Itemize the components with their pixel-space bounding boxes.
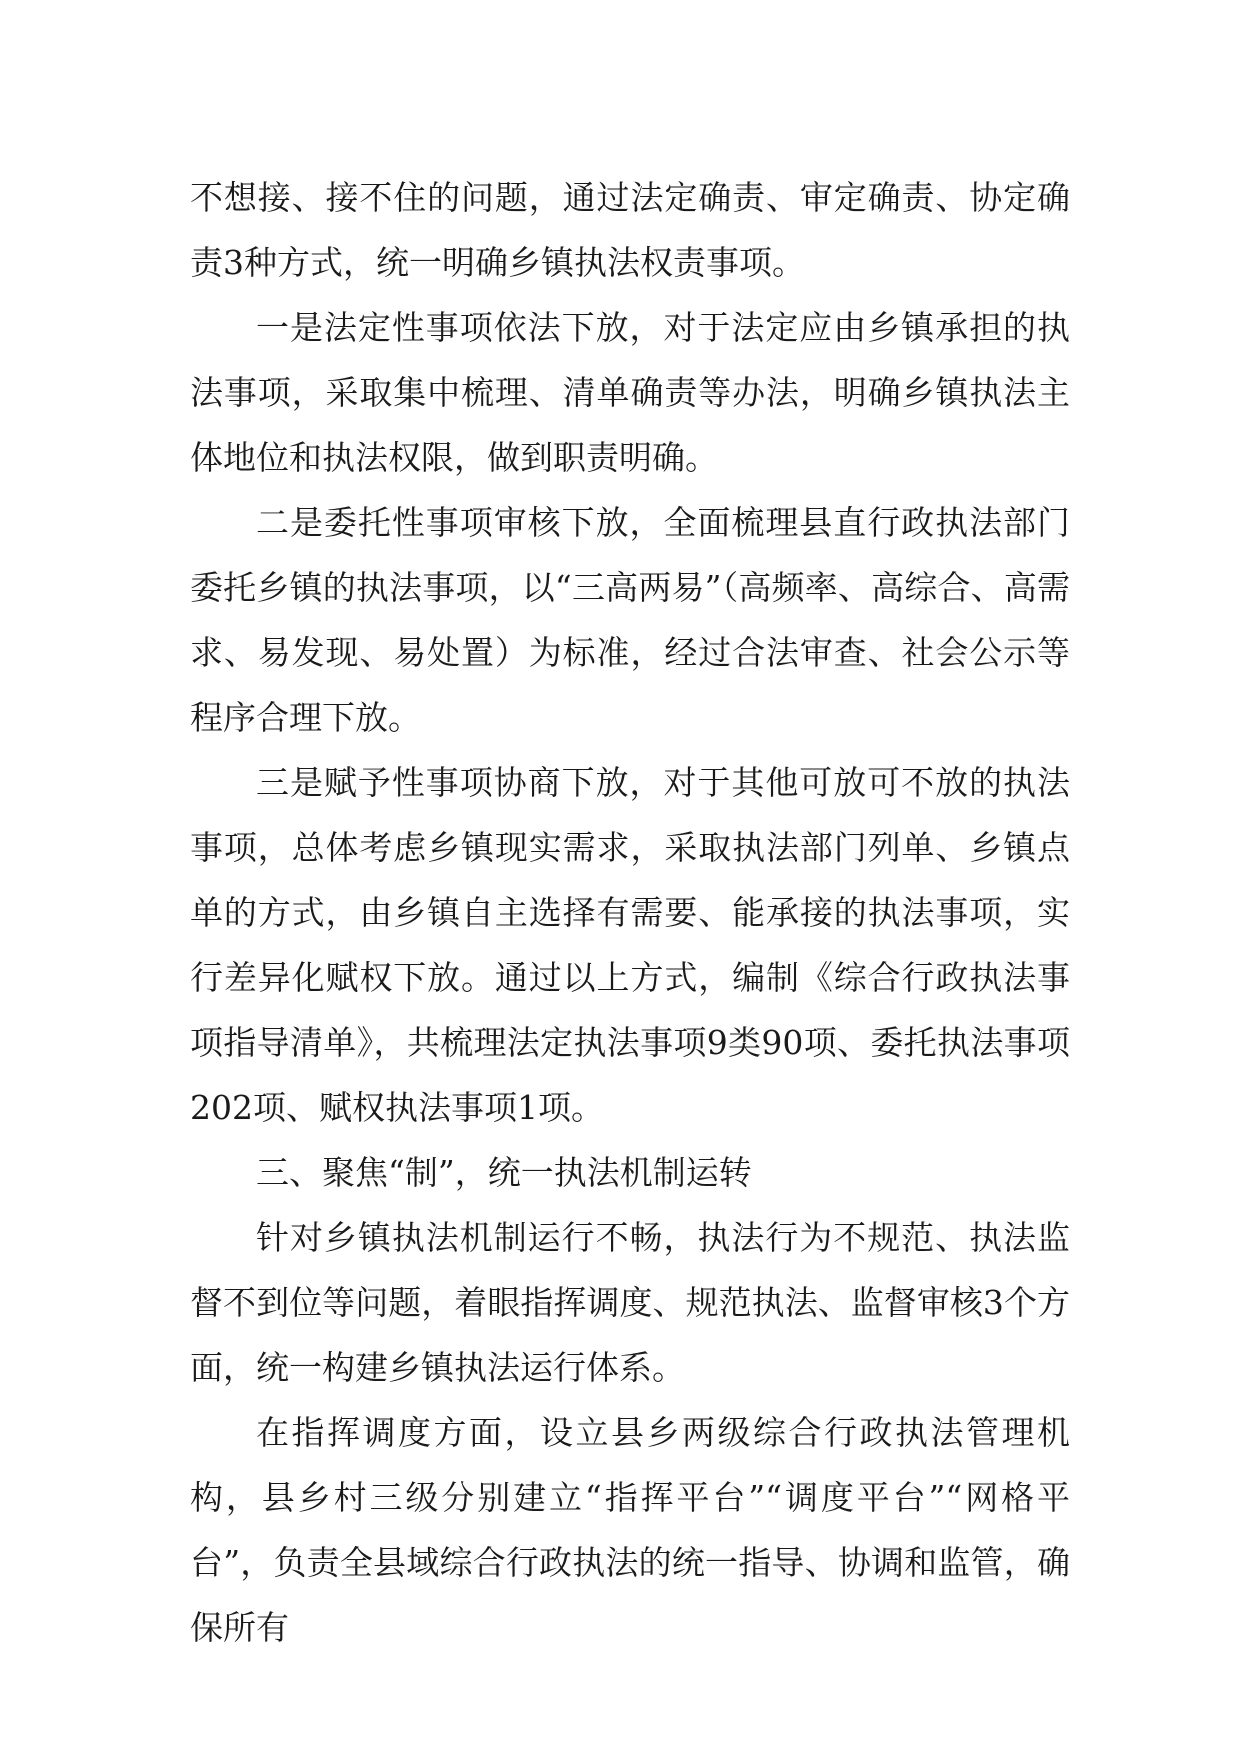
paragraph-3: 二是委托性事项审核下放，全面梳理县直行政执法部门委托乡镇的执法事项，以“三高两易”（高频率、高综合、高需求、易发现、易处置）为标准，经过合法审查、社会公示等程序合理下放。 bbox=[190, 503, 1070, 737]
section-heading: 三、聚焦“制”，统一执法机制运转 bbox=[256, 1153, 752, 1192]
document-body bbox=[190, 165, 1070, 1660]
paragraph-5: 针对乡镇执法机制运行不畅，执法行为不规范、执法监督不到位等问题，着眼指挥调度、规范执法、监督审核3个方面，统一构建乡镇执法运行体系。 bbox=[190, 1218, 1070, 1387]
paragraph-6: 在指挥调度方面，设立县乡两级综合行政执法管理机构，县乡村三级分别建立“指挥平台”“调度平台”“网格平台”，负责全县域综合行政执法的统一指导、协调和监管，确保所有 bbox=[190, 1413, 1070, 1647]
paragraph-2: 一是法定性事项依法下放，对于法定应由乡镇承担的执法事项，采取集中梳理、清单确责等办法，明确乡镇执法主体地位和执法权限，做到职责明确。 bbox=[190, 308, 1070, 477]
paragraph-1: 不想接、接不住的问题，通过法定确责、审定确责、协定确责3种方式，统一明确乡镇执法权责事项。 bbox=[190, 178, 1070, 282]
paragraph-4: 三是赋予性事项协商下放，对于其他可放可不放的执法事项，总体考虑乡镇现实需求，采取执法部门列单、乡镇点单的方式，由乡镇自主选择有需要、能承接的执法事项，实行差异化赋权下放。通过以上方式，编制《综合行政执法事项指导清单》，共梳理法定执法事项9类90项、委托执法事项202项、赋权执法事项1项。 bbox=[190, 763, 1070, 1127]
